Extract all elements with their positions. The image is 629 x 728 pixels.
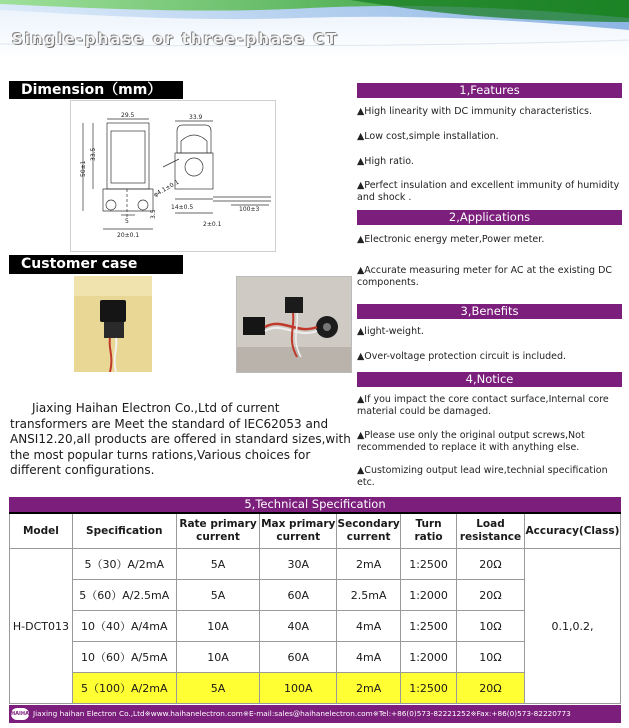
header-wave-banner <box>0 0 629 58</box>
load-cell: 10Ω <box>457 642 525 673</box>
col-header-model: Model <box>10 513 73 549</box>
accuracy-cell: 0.1,0.2, <box>524 549 620 704</box>
ratio-cell: 1:2000 <box>401 580 457 611</box>
dim-label-d7: 2±0.1 <box>203 221 222 228</box>
rate-cell: 5A <box>176 549 260 580</box>
spec-cell: 10（40）A/4mA <box>72 611 176 642</box>
load-cell: 20Ω <box>457 673 525 704</box>
col-header-load-resistance: Load resistance <box>457 513 525 549</box>
ratio-cell: 1:2500 <box>401 549 457 580</box>
spec-cell: 5（30）A/2mA <box>72 549 176 580</box>
company-intro-text: Jiaxing Haihan Electron Co.,Ltd of current transformers are Meet the standard of IEC62053 and ANSI12.20,all products are offered in standard sizes,with the most popular turns rations,Various choices for different configurations. <box>10 401 351 477</box>
feature-item: ▲Perfect insulation and excellent immunity of humidity and shock . <box>357 180 620 203</box>
application-item: ▲Accurate measuring meter for AC at the existing DC components. <box>357 265 613 288</box>
col-header-max-primary: Max primary current <box>260 513 337 549</box>
feature-item: ▲Low cost,simple installation. <box>357 131 499 142</box>
dim-label-d2: 14±0.5 <box>171 204 194 211</box>
application-item: ▲Electronic energy meter,Power meter. <box>357 234 545 245</box>
footer-bar <box>9 705 621 723</box>
dim-label-d6: 20±0.1 <box>117 232 140 239</box>
secondary-cell: 4mA <box>337 611 401 642</box>
dim-label-d1: φ4.1±0.1 <box>152 178 181 199</box>
max-cell: 30A <box>260 549 337 580</box>
secondary-cell: 2.5mA <box>337 580 401 611</box>
dim-label-d5: 3.5 <box>150 209 157 219</box>
load-cell: 20Ω <box>457 549 525 580</box>
features-header: 1,Features <box>357 83 622 98</box>
table-header-row <box>10 513 621 549</box>
notice-item: ▲If you impact the core contact surface,Internal core material could be damaged. <box>357 394 609 417</box>
benefit-item: ▲light-weight. <box>357 326 424 337</box>
max-cell: 60A <box>260 642 337 673</box>
spec-cell: 5（60）A/2.5mA <box>72 580 176 611</box>
benefits-header: 3,Benefits <box>357 304 622 319</box>
dim-label-d3: 100±3 <box>239 206 260 213</box>
feature-item: ▲High ratio. <box>357 156 414 167</box>
secondary-cell: 2mA <box>337 549 401 580</box>
load-cell: 20Ω <box>457 580 525 611</box>
max-cell: 100A <box>260 673 337 704</box>
ratio-cell: 1:2500 <box>401 611 457 642</box>
applications-header: 2,Applications <box>357 210 622 225</box>
notice-header: 4,Notice <box>357 372 622 387</box>
footer-contact-text: Jiaxing haihan Electron Co.,Ltd※www.haihanelectron.com※E-mail:sales@haihanelectron.com※Tel:+86(0)573-82221252※Fax:+86(0)573-82220773 <box>33 709 571 718</box>
col-header-specification: Specification <box>72 513 176 549</box>
dim-label-d4: 5 <box>125 218 129 225</box>
dim-label-w1: 29.5 <box>121 112 135 119</box>
max-cell: 40A <box>260 611 337 642</box>
ratio-cell: 1:2500 <box>401 673 457 704</box>
tech-spec-header: 5,Technical Specification <box>9 497 621 512</box>
notice-item: ▲Customizing output lead wire,technial specification etc. <box>357 465 608 488</box>
rate-cell: 5A <box>176 580 260 611</box>
load-cell: 10Ω <box>457 611 525 642</box>
col-header-accuracy: Accuracy(Class) <box>524 513 620 549</box>
feature-item: ▲High linearity with DC immunity characteristics. <box>357 106 593 117</box>
col-header-rate-primary: Rate primary current <box>176 513 260 549</box>
notice-item: ▲Please use only the original output screws,Not recommended to replace it with anything else. <box>357 430 585 453</box>
col-header-secondary: Secondary current <box>337 513 401 549</box>
dim-label-h2: 50±1 <box>80 160 87 177</box>
spec-cell: 10（60）A/5mA <box>72 642 176 673</box>
table-row <box>10 549 621 580</box>
secondary-cell: 2mA <box>337 673 401 704</box>
dim-label-h1: 33.5 <box>90 147 97 161</box>
rate-cell: 10A <box>176 611 260 642</box>
dimension-section-title: Dimension（mm） <box>9 81 183 99</box>
customer-case-photo-2 <box>236 276 352 373</box>
ratio-cell: 1:2000 <box>401 642 457 673</box>
tech-spec-table <box>9 512 621 704</box>
page-title: Single-phase or three-phase CT <box>12 30 339 48</box>
rate-cell: 10A <box>176 642 260 673</box>
customer-case-photo-1 <box>74 276 152 372</box>
rate-cell: 5A <box>176 673 260 704</box>
spec-cell: 5（100）A/2mA <box>72 673 176 704</box>
max-cell: 60A <box>260 580 337 611</box>
company-logo-icon: HAIHAN <box>11 708 29 720</box>
dimension-drawing <box>70 100 276 252</box>
secondary-cell: 4mA <box>337 642 401 673</box>
benefit-item: ▲Over-voltage protection circuit is included. <box>357 351 567 362</box>
dim-label-w2: 33.9 <box>189 114 203 121</box>
col-header-turn-ratio: Turn ratio <box>401 513 457 549</box>
customer-case-title: Customer case show <box>9 255 183 274</box>
model-cell: H-DCT013 <box>10 549 73 704</box>
company-intro <box>10 401 355 479</box>
